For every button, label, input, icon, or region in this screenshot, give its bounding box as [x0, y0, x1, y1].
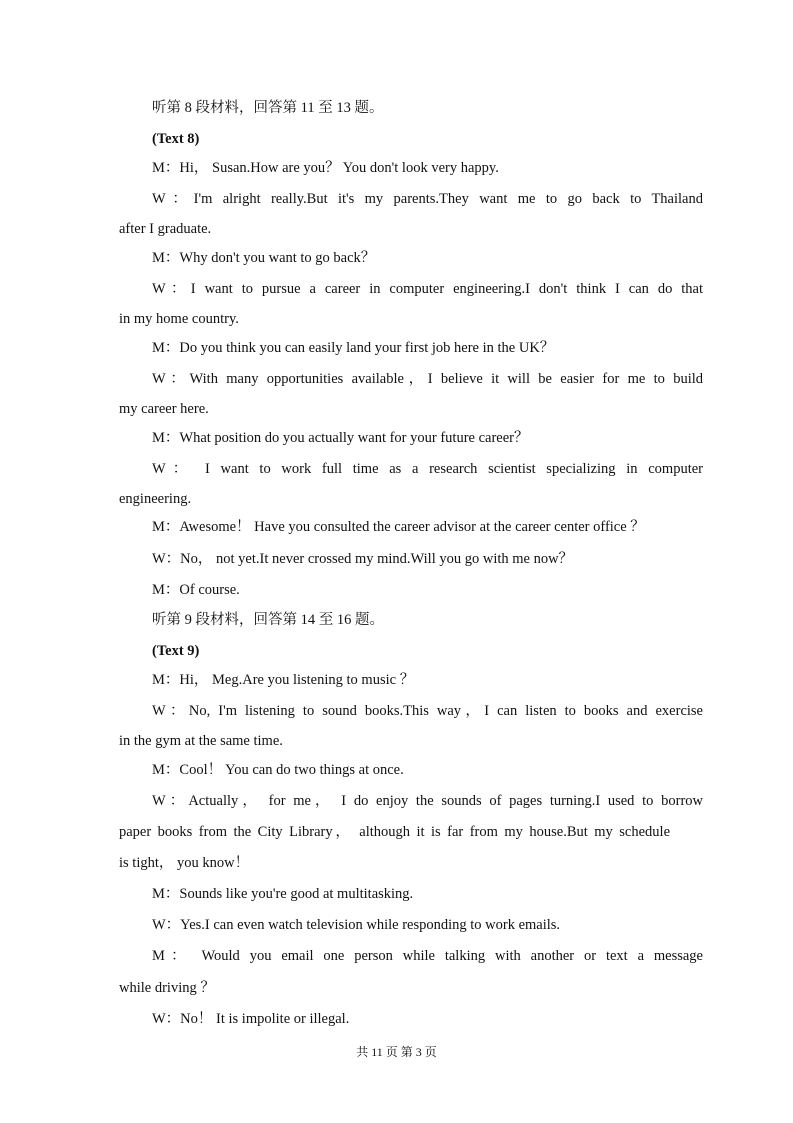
dialogue-line: M：Sounds like you're good at multitasking. [152, 886, 414, 902]
dialogue-line: W： I want to work full time as a research scientist specializing in computer [152, 461, 703, 477]
dialogue-line-continued: after I graduate. [119, 221, 212, 237]
section-heading-8: 听第 8 段材料，回答第 11 至 13 题。 [152, 100, 384, 116]
dialogue-line: W：With many opportunities available，I believe it will be easier for me to build [152, 371, 703, 387]
dialogue-line: M：Why don't you want to go back？ [152, 250, 376, 266]
dialogue-line: M：Of course. [152, 582, 240, 598]
dialogue-line: M： Would you email one person while talking with another or text a message [152, 948, 703, 964]
dialogue-line: W：Yes.I can even watch television while responding to work emails. [152, 917, 561, 933]
dialogue-line-continued: while driving ？ [119, 980, 215, 996]
dialogue-line: M：Hi， Meg.Are you listening to music ？ [152, 672, 415, 688]
dialogue-line: M：Do you think you can easily land your first job here in the UK？ [152, 340, 555, 356]
dialogue-line: M：What position do you actually want for your future career？ [152, 430, 529, 446]
text-9-title: (Text 9) [152, 643, 200, 659]
dialogue-line: M：Awesome！ Have you consulted the career advisor at the career center office ？ [152, 519, 645, 535]
dialogue-line-continued: in the gym at the same time. [119, 733, 283, 749]
dialogue-line: W：No, I'm listening to sound books.This way，I can listen to books and exercise [152, 703, 703, 719]
dialogue-line: W：I want to pursue a career in computer engineering.I don't think I can do that [152, 281, 703, 297]
dialogue-line-continued: in my home country. [119, 311, 239, 327]
dialogue-line: W：I'm alright really.But it's my parents.They want me to go back to Thailand [152, 191, 703, 207]
section-heading-9: 听第 9 段材料，回答第 14 至 16 题。 [152, 612, 384, 628]
dialogue-line: W：No， not yet.It never crossed my mind.Will you go with me now？ [152, 551, 574, 567]
dialogue-line-continued: my career here. [119, 401, 209, 417]
text-8-title: (Text 8) [152, 131, 200, 147]
dialogue-line: W：No！ It is impolite or illegal. [152, 1011, 350, 1027]
dialogue-line-continued: is tight， you know！ [119, 855, 250, 871]
dialogue-line: M：Cool！ You can do two things at once. [152, 762, 404, 778]
dialogue-line: M：Hi， Susan.How are you？ You don't look very happy. [152, 160, 499, 176]
page-footer: 共 11 页 第 3 页 [356, 1045, 437, 1059]
dialogue-line: W：Actually， for me， I do enjoy the sounds of pages turning.I used to borrow [152, 793, 703, 809]
dialogue-line-continued: engineering. [119, 491, 192, 507]
dialogue-line-continued: paper books from the City Library， although it is far from my house.But my schedule [119, 824, 670, 840]
